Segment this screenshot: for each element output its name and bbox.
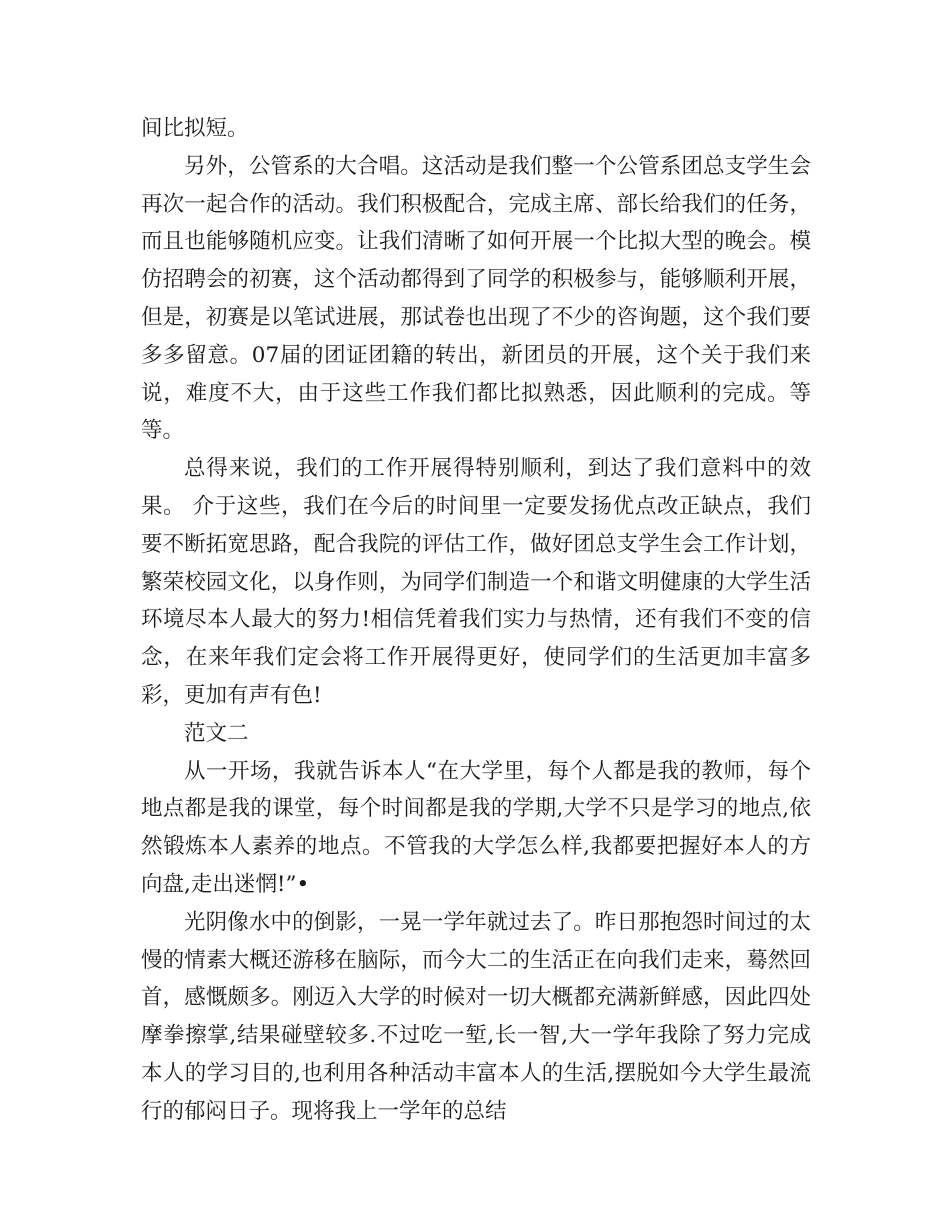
paragraph-summary: 总得来说，我们的工作开展得特别顺利，到达了我们意料中的效果。 介于这些，我们在今后的时间里一定要发扬优点改正缺点，我们要不断拓宽思路，配合我院的评估工作，做好团总支学生会工作计划，繁荣校园文化，以身作则，为同学们制造一个和谐文明健康的大学生活环境尽本人最大的努力!相信凭着我们实力与热情，还有我们不变的信念，在来年我们定会将工作开展得更好，使同学们的生活更加丰富多彩，更加有声有色! (141, 456, 811, 708)
document-body (141, 110, 811, 1131)
paragraph-continuation: 间比拟短。 (141, 116, 249, 141)
paragraph-opening-quote: 从一开场，我就告诉本人“在大学里，每个人都是我的教师，每个地点都是我的课堂，每个时间都是我的学期,大学不只是学习的地点,依然锻炼本人素养的地点。不管我的大学怎么样,我都要把握好本人的方向盘,走出迷惘!”• (141, 758, 811, 897)
paragraph-chorus: 另外，公管系的大合唱。这活动是我们整一个公管系团总支学生会再次一起合作的活动。我们积极配合，完成主席、部长给我们的任务，而且也能够随机应变。让我们清晰了如何开展一个比拟大型的晚会。模仿招聘会的初赛，这个活动都得到了同学的积极参与，能够顺利开展，但是，初赛是以笔试进展，那试卷也出现了不少的咨询题，这个我们要多多留意。07届的团证团籍的转出，新团员的开展，这个关于我们来说，难度不大，由于这些工作我们都比拟熟悉，因此顺利的完成。等等。 (141, 153, 811, 444)
paragraph-year-review: 光阴像水中的倒影，一晃一学年就过去了。昨日那抱怨时间过的太慢的情素大概还游移在脑际，而今大二的生活正在向我们走来，蓦然回首，感慨颇多。刚迈入大学的时候对一切大概都充满新鲜感，因此四处摩拳擦掌,结果碰壁较多.不过吃一堑,长一智,大一学年我除了努力完成本人的学习目的,也利用各种活动丰富本人的生活,摆脱如今大学生最流行的郁闷日子。现将我上一学年的总结 (141, 909, 811, 1124)
section-heading-sample-two: 范文二 (184, 720, 249, 746)
